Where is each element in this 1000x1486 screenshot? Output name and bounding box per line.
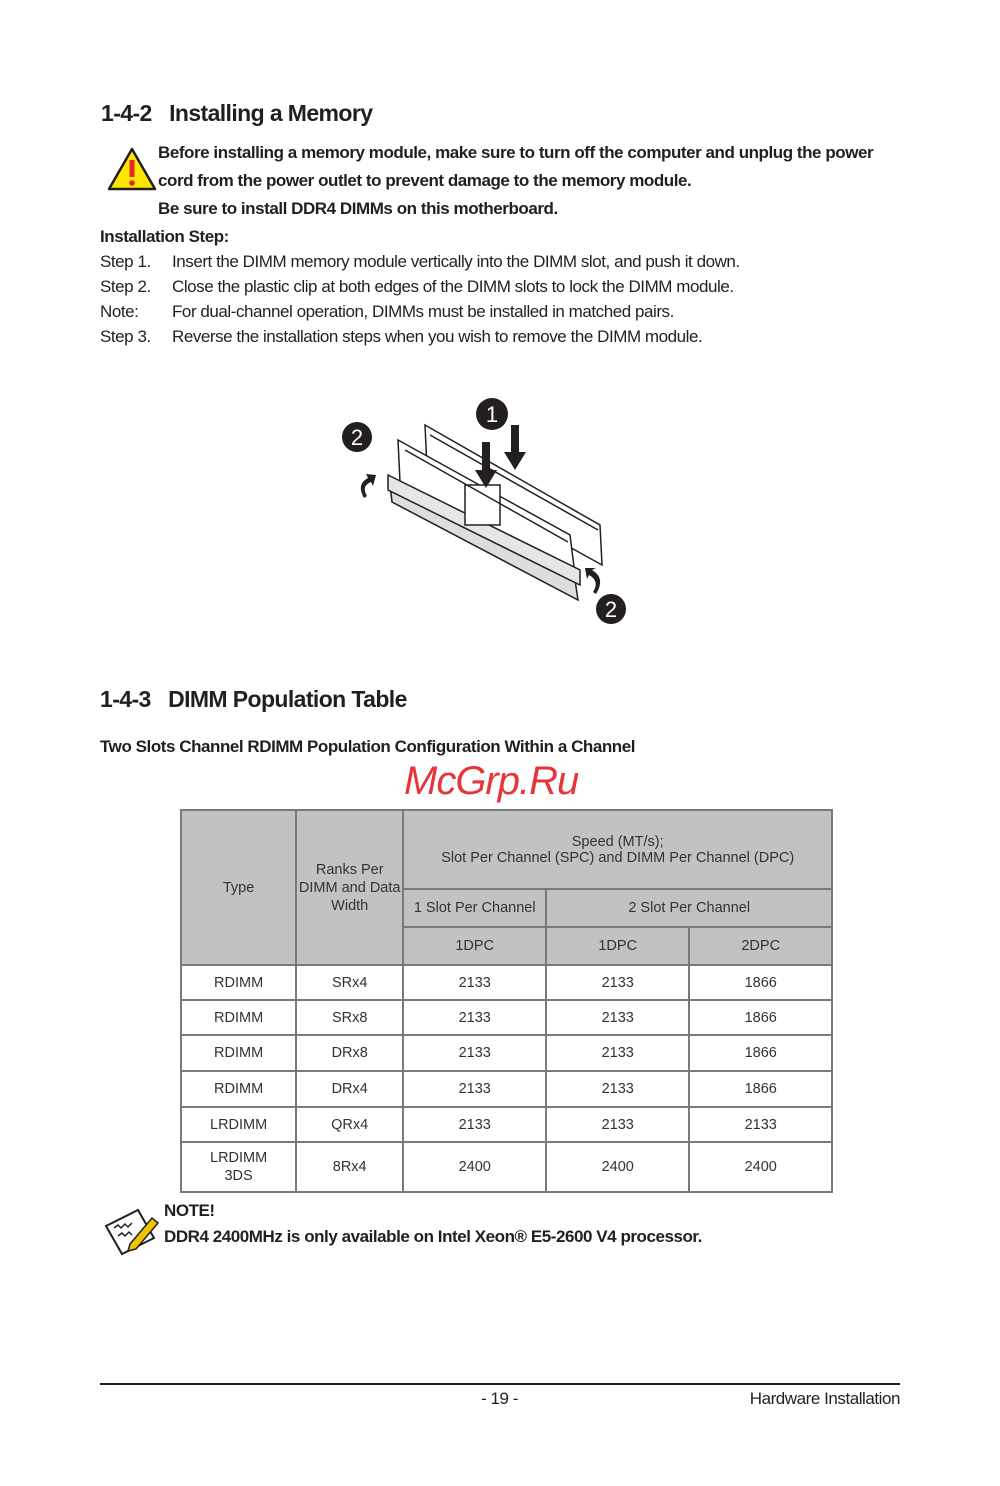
table-row — [181, 1107, 832, 1142]
table-subtitle: Two Slots Channel RDIMM Population Configuration Within a Channel — [100, 737, 636, 756]
watermark: McGrp.Ru — [404, 759, 579, 803]
table-cell: 2133 — [546, 1107, 689, 1142]
warning-line-1: Before installing a memory module, make sure to turn off the computer and unplug the power — [158, 143, 874, 162]
table-cell: LRDIMM 3DS — [181, 1142, 296, 1192]
table-cell: 2400 — [546, 1142, 689, 1192]
table-cell: DRx4 — [296, 1071, 403, 1107]
header-dpc: 1DPC — [403, 927, 546, 965]
warning-icon — [107, 146, 157, 192]
table-cell: LRDIMM — [181, 1107, 296, 1142]
table-cell: RDIMM — [181, 1000, 296, 1035]
table-cell: 2133 — [403, 1000, 546, 1035]
table-cell: DRx8 — [296, 1035, 403, 1071]
table-row — [181, 965, 832, 1000]
table-cell: RDIMM — [181, 1035, 296, 1071]
table-cell: 2133 — [689, 1107, 832, 1142]
header-speed-line-2: Slot Per Channel (SPC) and DIMM Per Channel (DPC) — [441, 849, 795, 866]
table-cell: RDIMM — [181, 1071, 296, 1107]
table-cell: 2133 — [403, 1071, 546, 1107]
table-cell: 2133 — [403, 1107, 546, 1142]
table-cell: SRx4 — [296, 965, 403, 1000]
table-cell: 2400 — [403, 1142, 546, 1192]
step-item: Step 1. Insert the DIMM memory module vertically into the DIMM slot, and push it down. — [100, 252, 740, 271]
warning-line-2: cord from the power outlet to prevent damage to the memory module. — [158, 171, 692, 190]
note-text: DDR4 2400MHz is only available on Intel Xeon® E5-2600 V4 processor. — [164, 1227, 702, 1246]
callout-2: 2 — [604, 597, 618, 622]
table-row — [181, 1071, 832, 1107]
table-cell: 8Rx4 — [296, 1142, 403, 1192]
step-item: Note: For dual-channel operation, DIMMs must be installed in matched pairs. — [100, 302, 674, 321]
installation-steps-title: Installation Step: — [100, 227, 229, 246]
table-cell: RDIMM — [181, 965, 296, 1000]
header-type: Type — [181, 810, 296, 965]
table-cell: 2133 — [546, 1035, 689, 1071]
footer-divider — [100, 1383, 900, 1385]
section-heading-dimm-table: 1-4-3 DIMM Population Table — [100, 686, 407, 712]
step-item: Step 3. Reverse the installation steps when you wish to remove the DIMM module. — [100, 327, 703, 346]
table-cell: 1866 — [689, 1071, 832, 1107]
table-row — [181, 1035, 832, 1071]
header-dpc: 2DPC — [689, 927, 832, 965]
table-row — [181, 1000, 832, 1035]
table-cell: 1866 — [689, 1000, 832, 1035]
table-row — [181, 1142, 832, 1192]
header-dpc: 1DPC — [546, 927, 689, 965]
table-cell: 2400 — [689, 1142, 832, 1192]
dimm-population-table — [180, 809, 833, 1193]
table-cell: 1866 — [689, 965, 832, 1000]
footer-section: Hardware Installation — [749, 1389, 900, 1408]
page-number: - 19 - — [481, 1389, 518, 1408]
header-2spc: 2 Slot Per Channel — [546, 889, 832, 927]
header-speed-line-1: Speed (MT/s); — [571, 833, 664, 850]
header-speed — [403, 810, 832, 889]
table-cell: 2133 — [403, 965, 546, 1000]
table-cell: QRx4 — [296, 1107, 403, 1142]
table-cell: 2133 — [546, 965, 689, 1000]
header-ranks: Ranks Per DIMM and Data Width — [296, 810, 403, 965]
table-cell: SRx8 — [296, 1000, 403, 1035]
note-title: NOTE! — [164, 1201, 215, 1220]
warning-line-3: Be sure to install DDR4 DIMMs on this motherboard. — [158, 199, 558, 218]
callout-1: 1 — [485, 402, 499, 427]
table-cell: 2133 — [403, 1035, 546, 1071]
table-cell: 2133 — [546, 1071, 689, 1107]
header-1spc: 1 Slot Per Channel — [403, 889, 546, 927]
section-heading-installing-memory: 1-4-2 Installing a Memory — [101, 100, 373, 126]
step-item: Step 2. Close the plastic clip at both edges of the DIMM slots to lock the DIMM module. — [100, 277, 734, 296]
callout-2: 2 — [350, 425, 364, 450]
note-pencil-icon — [102, 1204, 160, 1258]
table-cell: 2133 — [546, 1000, 689, 1035]
dimm-installation-illustration — [330, 390, 640, 630]
table-cell: 1866 — [689, 1035, 832, 1071]
